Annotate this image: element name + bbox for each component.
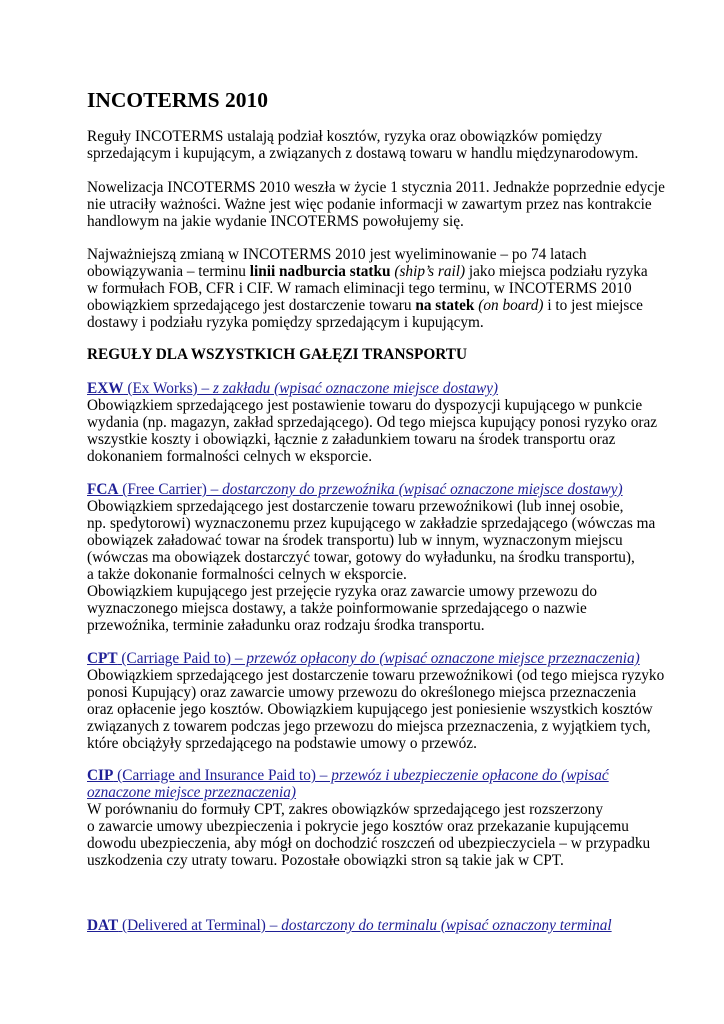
intro-paragraph [87, 128, 638, 162]
italic-term: (ship’s rail) [390, 263, 466, 280]
term-body-line: dokonaniem formalności celnych w eksporcie. [87, 448, 373, 465]
italic-term: (on board) [474, 297, 544, 314]
text-line: obowiązywania – terminu linii nadburcia statku (ship’s rail) jako miejsca podziału ryzyka [87, 263, 648, 280]
text-line: Najważniejszą zmianą w INCOTERMS 2010 jest wyeliminowanie – po 74 latach [87, 246, 587, 263]
term-body-line: dowodu ubezpieczenia, aby mógł on dochodzić roszczeń od ubezpieczyciela – w przypadku [87, 835, 651, 852]
text-line: obowiązkiem sprzedającego jest dostarczenie towaru na statek (on board) i to jest miejsce [87, 297, 643, 314]
term-body-line: wszystkie koszty i obowiązki, łącznie z załadunkiem towaru na środek transportu oraz [87, 431, 616, 448]
term-fca [87, 481, 655, 634]
term-body-line: ponosi Kupujący) oraz zawarcie umowy przewozu do określonego miejsca przeznaczenia [87, 684, 637, 701]
text-line: dostawy i podziału ryzyka pomiędzy sprzedającym i kupującym. [87, 314, 484, 331]
term-body-line: wyznaczonego miejsca dostawy, a także poinformowanie sprzedającego o nazwie [87, 600, 587, 617]
term-cip [87, 767, 650, 869]
amendment-paragraph [87, 179, 665, 230]
term-body-line: W porównaniu do formuły CPT, zakres obowiązków sprzedającego jest rozszerzony [87, 801, 603, 818]
term-body-line: (wówczas ma obowiązek dostarczyć towar, gotowy do wyładunku, na środku transportu), [87, 549, 635, 566]
term-link-dat[interactable]: DAT (Delivered at Terminal) – dostarczony do terminalu (wpisać oznaczony terminal [87, 917, 612, 934]
term-body-line: Obowiązkiem sprzedającego jest dostarczenie towaru przewoźnikowi (lub innej osobie, [87, 498, 624, 515]
term-cpt [87, 650, 664, 752]
term-link-exw[interactable]: EXW (Ex Works) – z zakładu (wpisać oznaczone miejsce dostawy) [87, 380, 499, 397]
term-link-fca[interactable]: FCA (Free Carrier) – dostarczony do przewoźnika (wpisać oznaczone miejsce dostawy) [87, 481, 623, 498]
term-body-line: przewoźnika, terminie załadunku oraz rodzaju środka transportu. [87, 617, 485, 634]
term-body-line: o zawarcie umowy ubezpieczenia i pokrycie jego kosztów oraz przekazanie kupującemu [87, 818, 629, 835]
bold-term: na statek [415, 297, 475, 314]
term-link-cip-continued[interactable]: oznaczone miejsce przeznaczenia) [87, 784, 297, 801]
text-line: w formułach FOB, CFR i CIF. W ramach eliminacji tego terminu, w INCOTERMS 2010 [87, 280, 632, 297]
term-link-cip[interactable]: CIP (Carriage and Insurance Paid to) – przewóz i ubezpieczenie opłacone do (wpisać [87, 767, 609, 784]
term-body-line: Obowiązkiem kupującego jest przejęcie ryzyka oraz zawarcie umowy przewozu do [87, 583, 598, 600]
page-title: INCOTERMS 2010 [87, 88, 268, 112]
term-body-line: obowiązek załadować towar na środek transportu) lub w innym, wyznaczonym miejscu [87, 532, 623, 549]
term-link-cpt[interactable]: CPT (Carriage Paid to) – przewóz opłacony do (wpisać oznaczone miejsce przeznaczenia) [87, 650, 640, 667]
term-body-line: Obowiązkiem sprzedającego jest postawienie towaru do dyspozycji kupującego w punkcie [87, 397, 643, 414]
text-line: Reguły INCOTERMS ustalają podział kosztów, ryzyka oraz obowiązków pomiędzy [87, 128, 603, 145]
term-body-line: np. spedytorowi) wyznaczonemu przez kupującego w zakładzie sprzedającego (wówczas ma [87, 515, 656, 532]
term-dat [87, 917, 612, 934]
text-line: Nowelizacja INCOTERMS 2010 weszła w życie 1 stycznia 2011. Jednakże poprzednie edycje [87, 179, 665, 196]
section-heading: REGUŁY DLA WSZYSTKICH GAŁĘZI TRANSPORTU [87, 346, 467, 363]
term-body-line: uszkodzenia czy utraty towaru. Pozostałe obowiązki stron są takie jak w CPT. [87, 852, 564, 869]
term-body-line: które obciążyły sprzedającego na podstawie umowy o przewóz. [87, 735, 477, 752]
term-body-line: Obowiązkiem sprzedającego jest dostarczenie towaru przewoźnikowi (od tego miejsca ryzyko [87, 667, 665, 684]
term-exw [87, 380, 657, 465]
term-body-line: wydania (np. magazyn, zakład sprzedającego). Od tego miejsca kupujący ponosi ryzyko oraz [87, 414, 658, 431]
term-body-line: a także dokonanie formalności celnych w eksporcie. [87, 566, 407, 583]
change-paragraph [87, 246, 648, 331]
text-line: handlowym na jakie wydanie INCOTERMS powołujemy się. [87, 213, 464, 230]
bold-term: linii nadburcia statku [249, 263, 391, 280]
term-body-line: oraz opłacenie jego kosztów. Obowiązkiem kupującego jest poniesienie wszystkich kosztów [87, 701, 653, 718]
text-line: sprzedającym i kupującym, a związanych z dostawą towaru w handlu międzynarodowym. [87, 145, 639, 162]
term-body-line: związanych z towarem podczas jego przewozu do miejsca przeznaczenia, z wyjątkiem tych, [87, 718, 651, 735]
text-line: nie utraciły ważności. Ważne jest więc podanie informacji w zawartym przez nas kontrakcie [87, 196, 652, 213]
